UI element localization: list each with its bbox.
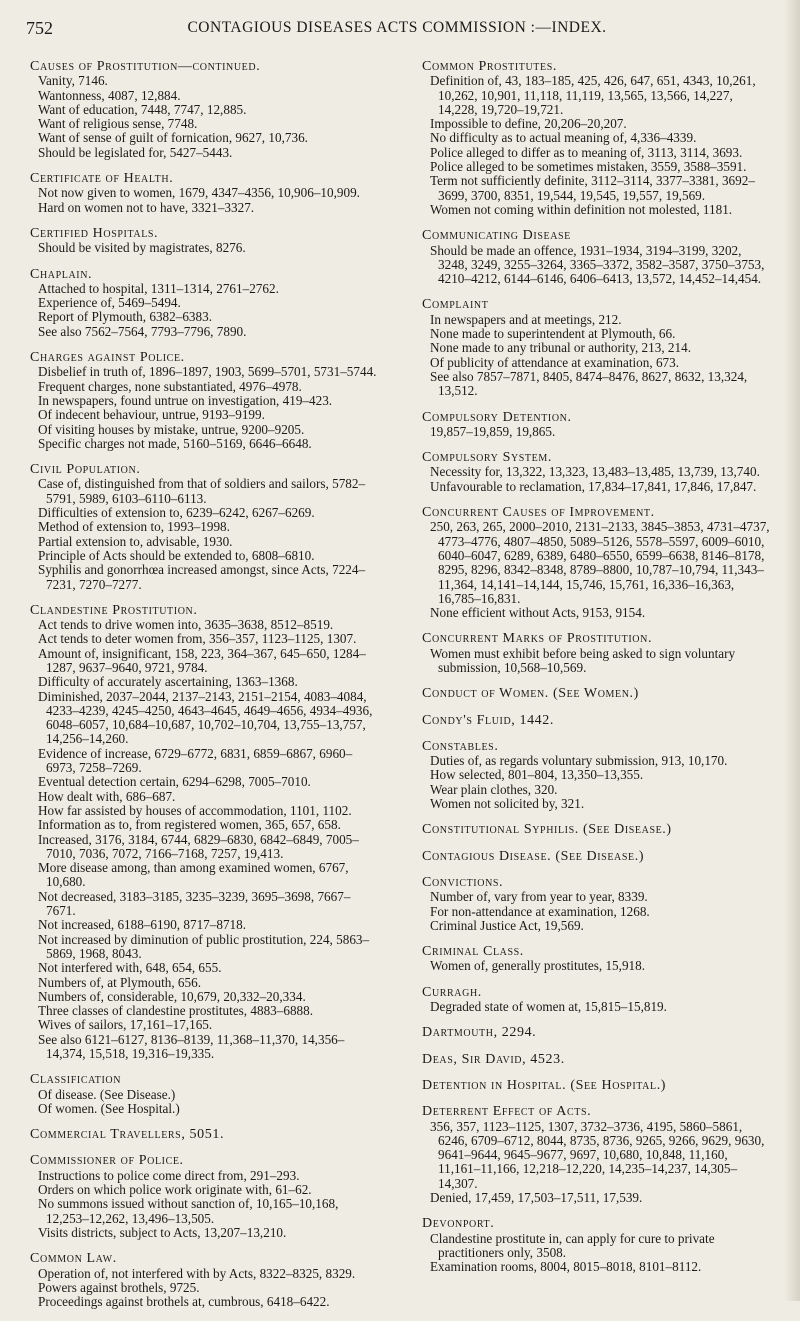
index-entry: [422, 876, 772, 933]
entry-subline: Not decreased, 3183–3185, 3235–3239, 3695–3698, 7667–7671.: [38, 888, 351, 919]
index-entry: [422, 687, 772, 701]
entry-subline: Report of Plymouth, 6382–6383.: [38, 309, 213, 325]
entry-subline: Frequent charges, none substantiated, 4976–4978.: [38, 378, 302, 394]
entry-subline: Powers against brothels, 9725.: [38, 1279, 200, 1295]
entry-subline: Of women. (See Hospital.): [38, 1100, 180, 1116]
entry-subline: Visits districts, subject to Acts, 13,207–13,210.: [38, 1224, 287, 1240]
entry-heading: Contagious Disease. (See Disease.): [422, 848, 645, 864]
index-entry: [422, 632, 772, 675]
entry-heading: Conduct of Women. (See Women.): [422, 686, 639, 702]
entry-subline: Three classes of clandestine prostitutes, 4883–6888.: [38, 1003, 314, 1019]
index-entry: [422, 506, 772, 620]
index-entry: [422, 850, 772, 864]
index-entry: [30, 1252, 380, 1309]
entry-heading: Detention in Hospital. (See Hospital.): [422, 1077, 667, 1093]
entry-heading: Civil Population.: [30, 462, 141, 478]
entry-subline: See also 6121–6127, 8136–8139, 11,368–11,370, 14,356–14,374, 15,518, 19,316–19,335.: [38, 1031, 345, 1061]
index-entry: [422, 451, 772, 494]
index-entry: [422, 945, 772, 974]
index-column-left: [30, 60, 380, 1321]
entry-heading: Classification: [30, 1072, 122, 1088]
entry-subline: In newspapers, found untrue on investigation, 419–423.: [38, 392, 333, 408]
entry-subline: Disbelief in truth of, 1896–1897, 1903, 5699–5701, 5731–5744.: [38, 364, 377, 380]
entry-heading: Criminal Class.: [422, 944, 524, 960]
entry-subline: Women of, generally prostitutes, 15,918.: [430, 958, 646, 974]
index-entry: [422, 1053, 772, 1067]
entry-heading: Deas, Sir David, 4523.: [422, 1051, 565, 1067]
entry-subline: Term not sufficiently definite, 3112–3114, 3377–3381, 3692–3699, 3700, 8351, 19,544, 19,545, 19,557, 19,569.: [430, 173, 755, 203]
index-entry: [30, 172, 380, 215]
entry-subline: No difficulty as to actual meaning of, 4,336–4339.: [430, 130, 697, 146]
entry-subline: Increased, 3176, 3184, 6744, 6829–6830, 6842–6849, 7005–7010, 7036, 7072, 7166–7168, 7257, 19,413.: [38, 831, 359, 861]
index-entry: [30, 463, 380, 592]
entry-heading: Curragh.: [422, 984, 482, 1000]
entry-subline: Difficulties of extension to, 6239–6242, 6267–6269.: [38, 505, 315, 521]
entry-subline: None made to any tribunal or authority, 213, 214.: [430, 340, 692, 356]
index-entry: [30, 1154, 380, 1240]
index-entry: [30, 351, 380, 451]
entry-subline: 19,857–19,859, 19,865.: [430, 423, 556, 439]
index-entry: [30, 604, 380, 1062]
entry-subline: Wear plain clothes, 320.: [430, 781, 558, 797]
page-number: 752: [26, 18, 53, 38]
entry-subline: Hard on women not to have, 3321–3327.: [38, 199, 255, 215]
entry-subline: Want of religious sense, 7748.: [38, 116, 198, 132]
index-entry: [30, 1073, 380, 1116]
entry-subline: Should be visited by magistrates, 8276.: [38, 240, 246, 256]
index-entry: [30, 60, 380, 160]
index-entry: [422, 986, 772, 1015]
entry-heading: Clandestine Prostitution.: [30, 602, 198, 618]
entry-subline: Operation of, not interfered with by Acts, 8322–8325, 8329.: [38, 1265, 356, 1281]
entry-subline: Clandestine prostitute in, can apply for cure to private practitioners only, 3508.: [430, 1230, 715, 1260]
entry-subline: Degraded state of women at, 15,815–15,819.: [430, 999, 667, 1015]
entry-subline: Instructions to police come direct from, 291–293.: [38, 1167, 300, 1183]
entry-heading: Commercial Travellers, 5051.: [30, 1127, 225, 1143]
entry-subline: No summons issued without sanction of, 10,165–10,168, 12,253–12,262, 13,496–13,505.: [38, 1196, 339, 1226]
index-entry: [30, 268, 380, 339]
entry-subline: Method of extension to, 1993–1998.: [38, 519, 230, 535]
entry-subline: Difficulty of accurately ascertaining, 1363–1368.: [38, 674, 298, 690]
entry-subline: 356, 357, 1123–1125, 1307, 3732–3736, 4195, 5860–5861, 6246, 6709–6712, 8044, 8735, 8736, 9265, 9266, 9629, 9630, 9641–9644, 9645–9677, 9697, 10,680, 10,848, 11,160, 11,161–11,166, 12,218–12,220, 14,235–14,237, 14,305–14,307.: [430, 1118, 765, 1191]
entry-subline: Women must exhibit before being asked to sign voluntary submission, 10,568–10,569.: [430, 645, 736, 675]
entry-heading: Concurrent Causes of Improvement.: [422, 505, 655, 521]
entry-subline: See also 7857–7871, 8405, 8474–8476, 8627, 8632, 13,324, 13,512.: [430, 368, 748, 399]
entry-heading: Compulsory System.: [422, 450, 552, 466]
entry-heading: Communicating Disease: [422, 228, 571, 244]
index-entry: [422, 1217, 772, 1274]
entry-subline: Attached to hospital, 1311–1314, 2761–2762.: [38, 280, 279, 296]
entry-subline: Examination rooms, 8004, 8015–8018, 8101–8112.: [430, 1259, 702, 1275]
entry-subline: Denied, 17,459, 17,503–17,511, 17,539.: [430, 1190, 643, 1205]
entry-subline: Necessity for, 13,322, 13,323, 13,483–13,485, 13,739, 13,740.: [430, 464, 760, 480]
entry-heading: Convictions.: [422, 874, 504, 890]
entry-subline: Specific charges not made, 5160–5169, 6646–6648.: [38, 435, 312, 451]
entry-subline: How far assisted by houses of accommodation, 1101, 1102.: [38, 802, 352, 818]
entry-heading: Certificate of Health.: [30, 171, 174, 187]
entry-subline: Of publicity of attendance at examination, 673.: [430, 354, 680, 370]
entry-subline: Eventual detection certain, 6294–6298, 7005–7010.: [38, 774, 311, 790]
entry-subline: Of disease. (See Disease.): [38, 1086, 176, 1102]
entry-subline: Police alleged to be sometimes mistaken, 3559, 3588–3591.: [430, 159, 747, 175]
entry-heading: Chaplain.: [30, 266, 93, 282]
entry-subline: Definition of, 43, 183–185, 425, 426, 647, 651, 4343, 10,261, 10,262, 10,901, 11,118, 11,119, 13,565, 13,566, 14,227, 14,228, 19,720–19,721.: [430, 73, 756, 117]
index-entry: [422, 1079, 772, 1093]
index-entry: [422, 229, 772, 286]
entry-subline: Act tends to drive women into, 3635–3638, 8512–8519.: [38, 617, 334, 633]
entry-subline: Act tends to deter women from, 356–357, 1123–1125, 1307.: [38, 631, 357, 647]
entry-subline: Women not coming within definition not molested, 1181.: [430, 201, 733, 217]
index-entry: [422, 1026, 772, 1040]
entry-heading: Concurrent Marks of Prostitution.: [422, 631, 653, 647]
page-edge-shadow: [784, 0, 800, 1301]
entry-subline: Case of, distinguished from that of soldiers and sailors, 5782–5791, 5989, 6103–6110–6113.: [38, 476, 366, 506]
entry-heading: Charges against Police.: [30, 350, 185, 366]
entry-subline: Proceedings against brothels at, cumbrous, 6418–6422.: [38, 1294, 330, 1310]
entry-heading: Constables.: [422, 738, 499, 754]
entry-heading: Certified Hospitals.: [30, 225, 159, 241]
entry-subline: Not interfered with, 648, 654, 655.: [38, 960, 222, 976]
entry-subline: Wives of sailors, 17,161–17,165.: [38, 1017, 213, 1033]
entry-subline: In newspapers and at meetings, 212.: [430, 311, 622, 327]
entry-heading: Compulsory Detention.: [422, 409, 572, 425]
entry-subline: For non-attendance at examination, 1268.: [430, 903, 650, 919]
entry-subline: Of visiting houses by mistake, untrue, 9200–9205.: [38, 421, 305, 437]
entry-heading: Deterrent Effect of Acts.: [422, 1104, 592, 1120]
entry-subline: More disease among, than among examined women, 6767, 10,680.: [38, 860, 349, 890]
entry-heading: Dartmouth, 2294.: [422, 1025, 537, 1041]
index-entry: [422, 714, 772, 728]
entry-subline: Syphilis and gonorrhœa increased amongst, since Acts, 7224–7231, 7270–7277.: [38, 562, 366, 592]
index-entry: [422, 411, 772, 440]
entry-subline: Experience of, 5469–5494.: [38, 295, 181, 311]
entry-subline: Amount of, insignificant, 158, 223, 364–367, 645–650, 1284–1287, 9637–9640, 9721, 9784.: [38, 645, 366, 675]
entry-subline: Information as to, from registered women, 365, 657, 658.: [38, 817, 341, 833]
entry-heading: Common Law.: [30, 1251, 117, 1267]
entry-subline: See also 7562–7564, 7793–7796, 7890.: [38, 323, 247, 339]
entry-subline: 250, 263, 265, 2000–2010, 2131–2133, 3845–3853, 4731–4737, 4773–4776, 4807–4850, 5089–5126, 5578–5597, 6009–6010, 6040–6047, 6289, 6389, 6480–6550, 6599–6638, 8146–8178, 8295, 8296, 8342–8348, 8789–8800, 10,787–10,794, 11,343–11,364, 14,141–14,144, 15,746, 15,761, 16,336–16,363, 16,785–16,831.: [430, 519, 770, 606]
entry-subline: Not increased, 6188–6190, 8717–8718.: [38, 917, 247, 933]
entry-subline: None efficient without Acts, 9153, 9154.: [430, 605, 646, 621]
index-entry: [30, 227, 380, 256]
index-entry: [30, 1128, 380, 1142]
entry-heading: Complaint: [422, 297, 489, 313]
entry-subline: Impossible to define, 20,206–20,207.: [430, 116, 627, 132]
entry-subline: Should be made an offence, 1931–1934, 3194–3199, 3202, 3248, 3249, 3255–3264, 3365–3372, 3582–3587, 3750–3753, 4210–4212, 6144–6146, 6406–6413, 13,572, 14,452–14,454.: [430, 242, 765, 287]
index-entry: [422, 740, 772, 811]
entry-subline: Police alleged to differ as to meaning of, 3113, 3114, 3693.: [430, 144, 743, 160]
entry-heading: Devonport.: [422, 1216, 495, 1232]
entry-subline: How selected, 801–804, 13,350–13,355.: [430, 767, 644, 783]
page-header: [20, 18, 774, 44]
entry-subline: Should be legislated for, 5427–5443.: [38, 144, 233, 160]
entry-subline: Number of, vary from year to year, 8339.: [430, 889, 648, 905]
entry-subline: Partial extension to, advisable, 1930.: [38, 533, 233, 549]
entry-subline: Not increased by diminution of public prostitution, 224, 5863–5869, 1968, 8043.: [38, 931, 370, 961]
entry-subline: Not now given to women, 1679, 4347–4356, 10,906–10,909.: [38, 185, 360, 201]
index-entry: [422, 298, 772, 398]
index-entry: [422, 1105, 772, 1205]
entry-subline: Diminished, 2037–2044, 2137–2143, 2151–2154, 4083–4084, 4233–4239, 4245–4250, 4643–4645, 4649–4656, 4934–4936, 6048–6057, 10,684–10,687, 10,702–10,704, 13,755–13,757, 14,256–14,260.: [38, 688, 373, 747]
entry-subline: How dealt with, 686–687.: [38, 788, 176, 804]
entry-subline: Wantonness, 4087, 12,884.: [38, 87, 181, 103]
index-entry: [422, 60, 772, 217]
entry-heading: Constitutional Syphilis. (See Disease.): [422, 822, 672, 838]
entry-subline: Unfavourable to reclamation, 17,834–17,841, 17,846, 17,847.: [430, 478, 757, 494]
entry-subline: None made to superintendent at Plymouth, 66.: [430, 326, 676, 342]
entry-subline: Of indecent behaviour, untrue, 9193–9199.: [38, 407, 265, 423]
entry-subline: Want of education, 7448, 7747, 12,885.: [38, 101, 247, 117]
index-entry: [422, 823, 772, 837]
entry-subline: Want of sense of guilt of fornication, 9627, 10,736.: [38, 130, 308, 146]
running-title: CONTAGIOUS DISEASES ACTS COMMISSION :—INDEX.: [187, 19, 607, 36]
entry-subline: Women not solicited by, 321.: [430, 796, 585, 812]
entry-heading: Common Prostitutes.: [422, 59, 557, 74]
entry-heading: Commissioner of Police.: [30, 1153, 184, 1169]
entry-subline: Principle of Acts should be extended to, 6808–6810.: [38, 547, 315, 563]
index-column-right: [422, 60, 772, 1286]
entry-subline: Numbers of, at Plymouth, 656.: [38, 974, 202, 990]
entry-subline: Vanity, 7146.: [38, 73, 108, 89]
entry-subline: Criminal Justice Act, 19,569.: [430, 917, 584, 933]
entry-subline: Orders on which police work originate with, 61–62.: [38, 1182, 312, 1198]
entry-subline: Duties of, as regards voluntary submission, 913, 10,170.: [430, 753, 728, 769]
entry-heading: Causes of Prostitution—continued.: [30, 59, 261, 74]
entry-subline: Numbers of, considerable, 10,679, 20,332–20,334.: [38, 988, 306, 1004]
entry-subline: Evidence of increase, 6729–6772, 6831, 6859–6867, 6960–6973, 7258–7269.: [38, 745, 353, 776]
entry-heading: Condy's Fluid, 1442.: [422, 712, 554, 728]
